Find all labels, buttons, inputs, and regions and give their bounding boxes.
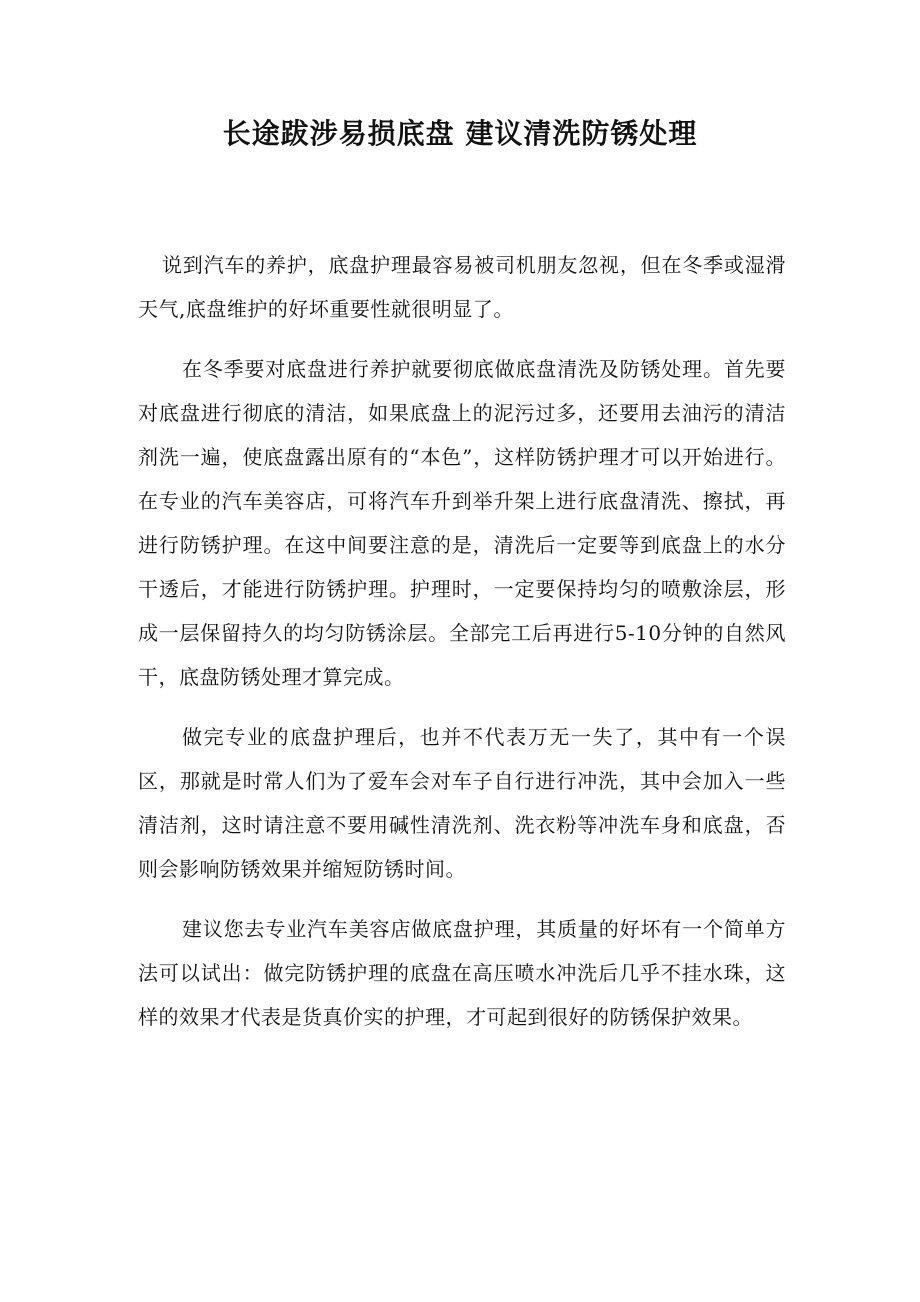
paragraph-2: 在冬季要对底盘进行养护就要彻底做底盘清洗及防锈处理。首先要对底盘进行彻底的清洁，如果底盘上的泥污过多，还要用去油污的清洁剂洗一遍，使底盘露出原有的“本色”，这样防锈护理才可以开始进行。在专业的汽车美容店，可将汽车升到举升架上进行底盘清洗、擦拭，再进行防锈护理。在这中间要注意的是，清洗后一定要等到底盘上的水分干透后，才能进行防锈护理。护理时，一定要保持均匀的喷敷涂层，形成一层保留持久的均匀防锈涂层。全部完工后再进行5-10分钟的自然风干，底盘防锈处理才算完成。	[138, 357, 786, 689]
paragraph-3: 做完专业的底盘护理后，也并不代表万无一失了，其中有一个误区，那就是时常人们为了爱车会对车子自行进行冲洗，其中会加入一些清洁剂，这时请注意不要用碱性清洗剂、洗衣粉等冲洗车身和底盘，否则会影响防锈效果并缩短防锈时间。	[138, 725, 786, 881]
document-title: 长途跋涉易损底盘 建议清洗防锈处理	[222, 117, 698, 150]
paragraph-1: 说到汽车的养护，底盘护理最容易被司机朋友忽视，但在冬季或湿滑天气,底盘维护的好坏重要性就很明显了。	[138, 253, 786, 321]
document-body	[138, 243, 786, 1055]
paragraph-4: 建议您去专业汽车美容店做底盘护理，其质量的好坏有一个简单方法可以试出：做完防锈护理的底盘在高压喷水冲洗后几乎不挂水珠，这样的效果才代表是货真价实的护理，才可起到很好的防锈保护效果。	[138, 917, 786, 1029]
